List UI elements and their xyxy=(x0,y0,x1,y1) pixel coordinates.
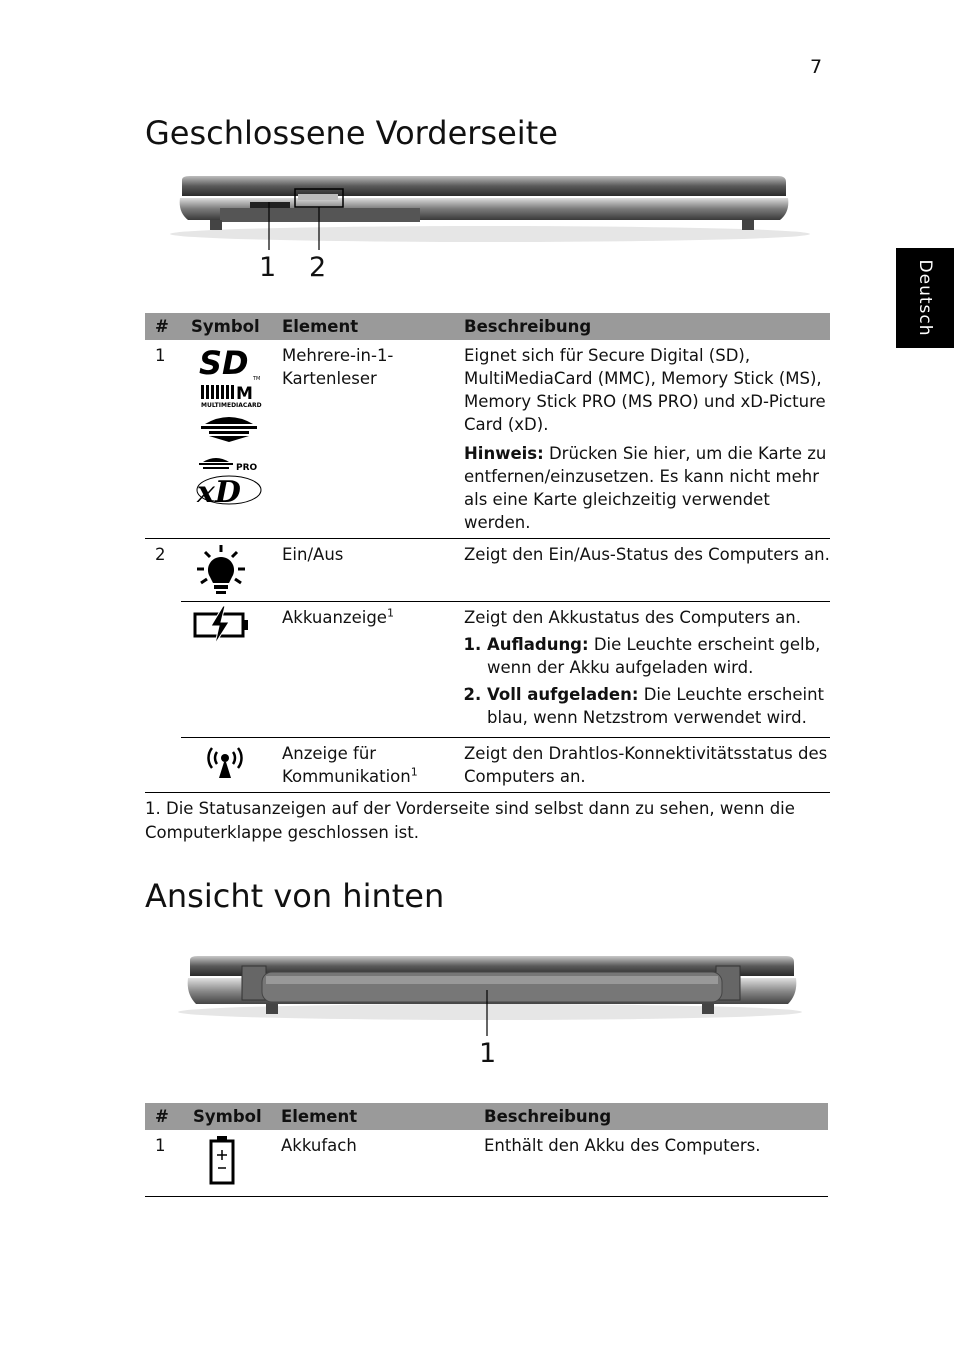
svg-text:MULTIMEDIACARD: MULTIMEDIACARD xyxy=(201,402,262,409)
element-name-text: Akkuanzeige xyxy=(282,608,387,627)
element-name: Ein/Aus xyxy=(272,539,454,602)
laptop-front-image xyxy=(160,172,820,250)
element-name xyxy=(272,738,454,793)
section-title-front: Geschlossene Vorderseite xyxy=(145,114,558,152)
list-item-label: Aufladung: xyxy=(487,635,589,654)
description: Zeigt den Drahtlos-Konnektivitätsstatus des Computers an. xyxy=(464,744,828,786)
symbol-cell xyxy=(181,602,272,738)
description: Zeigt den Ein/Aus-Status des Computers an. xyxy=(454,539,830,602)
svg-text:xD: xD xyxy=(197,475,241,506)
list-item xyxy=(487,633,830,679)
col-header-description: Beschreibung xyxy=(474,1103,828,1130)
status-list xyxy=(464,633,830,729)
svg-text:PRO: PRO xyxy=(236,463,258,473)
description: Enthält den Akku des Computers. xyxy=(484,1136,761,1155)
mmc-logo-icon xyxy=(201,384,262,409)
rear-table xyxy=(145,1103,828,1197)
sd-logo-icon: SD xyxy=(199,344,249,382)
language-tab xyxy=(896,248,954,348)
list-item-text: Die Leuchte erscheint gelb, wenn der Akku aufgeladen wird. xyxy=(487,635,821,677)
language-tab-label: Deutsch xyxy=(915,259,935,337)
col-header-num: # xyxy=(145,1103,183,1130)
description-text: Zeigt den Akkustatus des Computers an. xyxy=(464,608,801,627)
xd-logo-icon xyxy=(196,475,261,506)
callout-1: 1 xyxy=(259,252,277,283)
page-number: 7 xyxy=(810,56,823,78)
memory-stick-pro-logo-icon xyxy=(199,458,258,473)
col-header-element: Element xyxy=(271,1103,474,1130)
col-header-symbol: Symbol xyxy=(183,1103,271,1130)
description-text: Eignet sich für Secure Digital (SD), MultiMediaCard (MMC), Memory Stick (MS), Memory Stick PRO (MS PRO) und xD-Picture Card (xD). xyxy=(464,346,826,434)
card-logos xyxy=(181,340,272,539)
table-row xyxy=(145,738,830,793)
description xyxy=(454,602,830,738)
footnote-ref: 1 xyxy=(386,606,394,620)
col-header-num: # xyxy=(145,313,181,340)
power-light-icon xyxy=(191,543,251,597)
table-header xyxy=(145,313,830,340)
symbol-cell xyxy=(181,539,272,602)
row-number: 1 xyxy=(155,346,166,365)
callout-2: 2 xyxy=(309,252,327,283)
footnote-ref: 1 xyxy=(410,765,418,779)
col-header-element: Element xyxy=(272,313,454,340)
battery-bay-icon xyxy=(193,1134,253,1188)
front-table xyxy=(145,313,830,793)
note xyxy=(464,442,830,534)
symbol-cell xyxy=(183,1130,271,1197)
svg-text:TM: TM xyxy=(253,376,261,382)
element-name: Mehrere-in-1-Kartenleser xyxy=(282,346,394,388)
footnote: 1. Die Statusanzeigen auf der Vorderseite sind selbst dann zu sehen, wenn die Computerklappe geschlossen ist. xyxy=(145,799,795,842)
battery-charging-icon xyxy=(191,606,251,646)
list-item-text: Die Leuchte erscheint blau, wenn Netzstrom verwendet wird. xyxy=(487,685,825,727)
svg-text:M: M xyxy=(236,384,253,404)
memory-stick-logo-icon xyxy=(201,417,257,442)
description xyxy=(454,340,830,539)
table-row xyxy=(145,602,830,738)
table-header xyxy=(145,1103,828,1130)
element-name xyxy=(272,602,454,738)
element-name: Akkufach xyxy=(281,1136,357,1155)
card-format-logos-icon xyxy=(191,344,263,506)
col-header-symbol: Symbol xyxy=(181,313,272,340)
symbol-cell xyxy=(181,738,272,793)
table-row xyxy=(145,340,830,539)
wireless-icon xyxy=(191,742,251,782)
row-number: 1 xyxy=(155,1136,166,1155)
section-title-rear: Ansicht von hinten xyxy=(145,877,445,915)
list-item xyxy=(487,683,830,729)
table-row xyxy=(145,1130,828,1197)
table-row xyxy=(145,539,830,602)
col-header-description: Beschreibung xyxy=(454,313,830,340)
row-number: 2 xyxy=(155,545,166,564)
callout-1: 1 xyxy=(479,1038,497,1069)
element-name-text: Anzeige für Kommunikation xyxy=(282,744,411,786)
note-text: Drücken Sie hier, um die Karte zu entfernen/einzusetzen. Es kann nicht mehr als eine Karte gleichzeitig verwendet werden. xyxy=(464,444,827,532)
list-item-label: Voll aufgeladen: xyxy=(487,685,639,704)
note-label: Hinweis: xyxy=(464,444,544,463)
